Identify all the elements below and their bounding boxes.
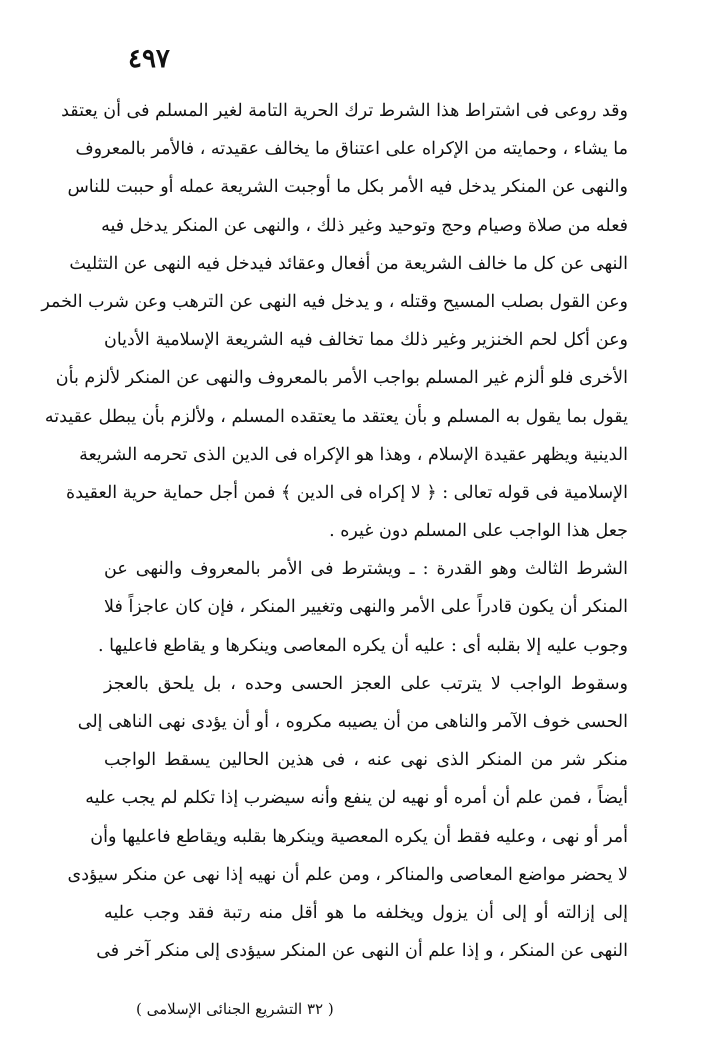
text-line: منكر شر من المنكر الذى نهى عنه ، فى هذين الحالين يسقط الواجب — [104, 750, 628, 771]
text-line: وعن أكل لحم الخنزير وغير ذلك مما تخالف فيه الشريعة الإسلامية الأديان — [104, 330, 628, 351]
text-line: والنهى عن المنكر يدخل فيه الأمر بكل ما أوجبت الشريعة عمله أو حببت للناس — [67, 177, 628, 198]
text-line: أمر أو نهى ، وعليه فقط أن يكره المعصية وينكرها بقلبه ويقاطع فاعليها وأن — [90, 826, 628, 847]
text-line: إلى إزالته أو إلى أن يزول ويخلفه ما هو أقل منه رتبة فقد وجب عليه — [104, 902, 628, 923]
text-line: جعل هذا الواجب على المسلم دون غيره . — [329, 521, 628, 542]
text-line: الدينية ويظهر عقيدة الإسلام ، وهذا هو الإكراه فى الدين الذى تحرمه الشريعة — [79, 444, 628, 465]
text-line: الحسى خوف الآمر والناهى من أن يصيبه مكروه ، أو أن يؤدى نهى الناهى إلى — [77, 712, 628, 732]
text-line: وجوب عليه إلا بقلبه أى : عليه أن يكره المعاصى وينكرها و يقاطع فاعليها . — [98, 635, 628, 656]
body-text — [41, 92, 628, 970]
text-line: وسقوط الواجب لا يترتب على العجز الحسى وحده ، بل يلحق بالعجز — [104, 673, 628, 694]
page-number: ٤٩٧ — [128, 44, 170, 74]
text-line: أيضاً ، فمن علم أن أمره أو نهيه لن ينفع وأنه سيضرب إذا تكلم لم يجب عليه — [85, 788, 628, 809]
text-line: الإسلامية فى قوله تعالى : ﴿ لا إكراه فى الدين ﴾ فمن أجل حماية حرية العقيدة — [66, 482, 628, 503]
text-line: النهى عن المنكر ، و إذا علم أن النهى عن المنكر سيؤدى إلى منكر آخر فى — [96, 941, 628, 962]
text-line: النهى عن كل ما خالف الشريعة من أفعال وعقائد فيدخل فيه النهى عن التثليث — [69, 253, 628, 274]
text-line: يقول بما يقول به المسلم و بأن يعتقد ما يعتقده المسلم ، ولألزم بأن يبطل عقيدته — [44, 406, 628, 427]
text-line: وعن القول بصلب المسيح وقتله ، و يدخل فيه النهى عن الترهب وعن شرب الخمر — [41, 291, 628, 312]
text-line: لا يحضر مواضع المعاصى والمناكر ، ومن علم أن نهيه إذا نهى عن منكر سيؤدى — [67, 864, 628, 885]
text-line: ما يشاء ، وحمايته من الإكراه على اعتناق ما يخالف عقيدته ، فالأمر بالمعروف — [75, 139, 628, 160]
footer-signature: ( ٣٢ التشريع الجنائى الإسلامى ) — [136, 1000, 334, 1018]
text-line: الأخرى فلو ألزم غير المسلم بواجب الأمر بالمعروف والنهى عن المنكر لألزم بأن — [55, 368, 628, 389]
text-line: وقد روعى فى اشتراط هذا الشرط ترك الحرية التامة لغير المسلم فى أن يعتقد — [61, 101, 628, 121]
text-line: المنكر أن يكون قادراً على الأمر والنهى وتغيير المنكر ، فإن كان عاجزاً فلا — [104, 597, 628, 618]
text-line: الشرط الثالث وهو القدرة : ـ ويشترط فى الأمر بالمعروف والنهى عن — [104, 559, 628, 580]
text-line: فعله من صلاة وصيام وحج وتوحيد وغير ذلك ، والنهى عن المنكر يدخل فيه — [101, 215, 628, 236]
